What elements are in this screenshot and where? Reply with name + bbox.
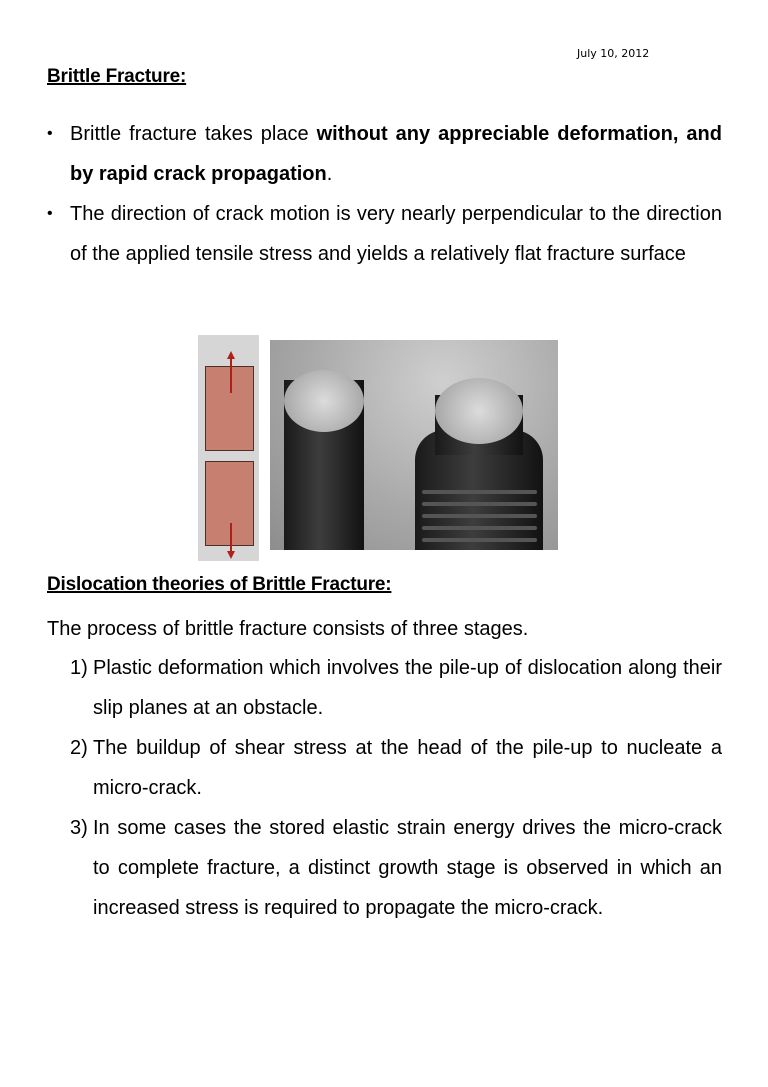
section-title-dislocation-theories: Dislocation theories of Brittle Fracture:	[47, 574, 392, 595]
thread	[422, 526, 537, 530]
bullet-text: .	[326, 163, 333, 185]
tensile-diagram	[198, 335, 259, 561]
bullet-item	[47, 114, 722, 194]
bullet-list	[47, 114, 722, 274]
list-item	[70, 728, 722, 808]
fracture-figure	[198, 335, 558, 561]
thread	[422, 538, 537, 542]
step-number: 2)	[70, 737, 88, 759]
list-item	[70, 808, 722, 928]
step-text: The buildup of shear stress at the head of the pile-up to nucleate a micro-crack.	[93, 737, 722, 799]
fracture-surface-right	[435, 378, 523, 444]
bullet-item	[47, 194, 722, 274]
bullet-text: The direction of crack motion is very nearly perpendicular to the direction of the applied tensile stress and yields a relatively flat fracture surface	[70, 203, 722, 265]
section-title-brittle-fracture: Brittle Fracture:	[47, 66, 187, 87]
thread	[422, 490, 537, 494]
intro-text: The process of brittle fracture consists of three stages.	[47, 618, 529, 640]
step-number: 1)	[70, 657, 88, 679]
bullet-icon: •	[47, 125, 53, 142]
list-item	[70, 648, 722, 728]
thread	[422, 514, 537, 518]
bullet-text-bold: without any appreciable deformation, and by rapid crack propagation	[70, 123, 722, 185]
thread	[422, 502, 537, 506]
step-text: Plastic deformation which involves the pile-up of dislocation along their slip planes at an obstacle.	[93, 657, 722, 719]
step-text: In some cases the stored elastic strain energy drives the micro-crack to complete fracture, a distinct growth stage is observed in which an increased stress is required to propagate the micro-crack.	[93, 817, 722, 919]
fracture-photo	[270, 340, 558, 550]
fracture-surface-left	[284, 370, 364, 432]
bullet-text: Brittle fracture takes place	[70, 123, 317, 145]
tensile-arrows-icon	[198, 335, 259, 561]
step-number: 3)	[70, 817, 88, 839]
document-date: July 10, 2012	[577, 47, 650, 60]
bullet-icon: •	[47, 205, 53, 222]
numbered-list	[70, 648, 722, 928]
